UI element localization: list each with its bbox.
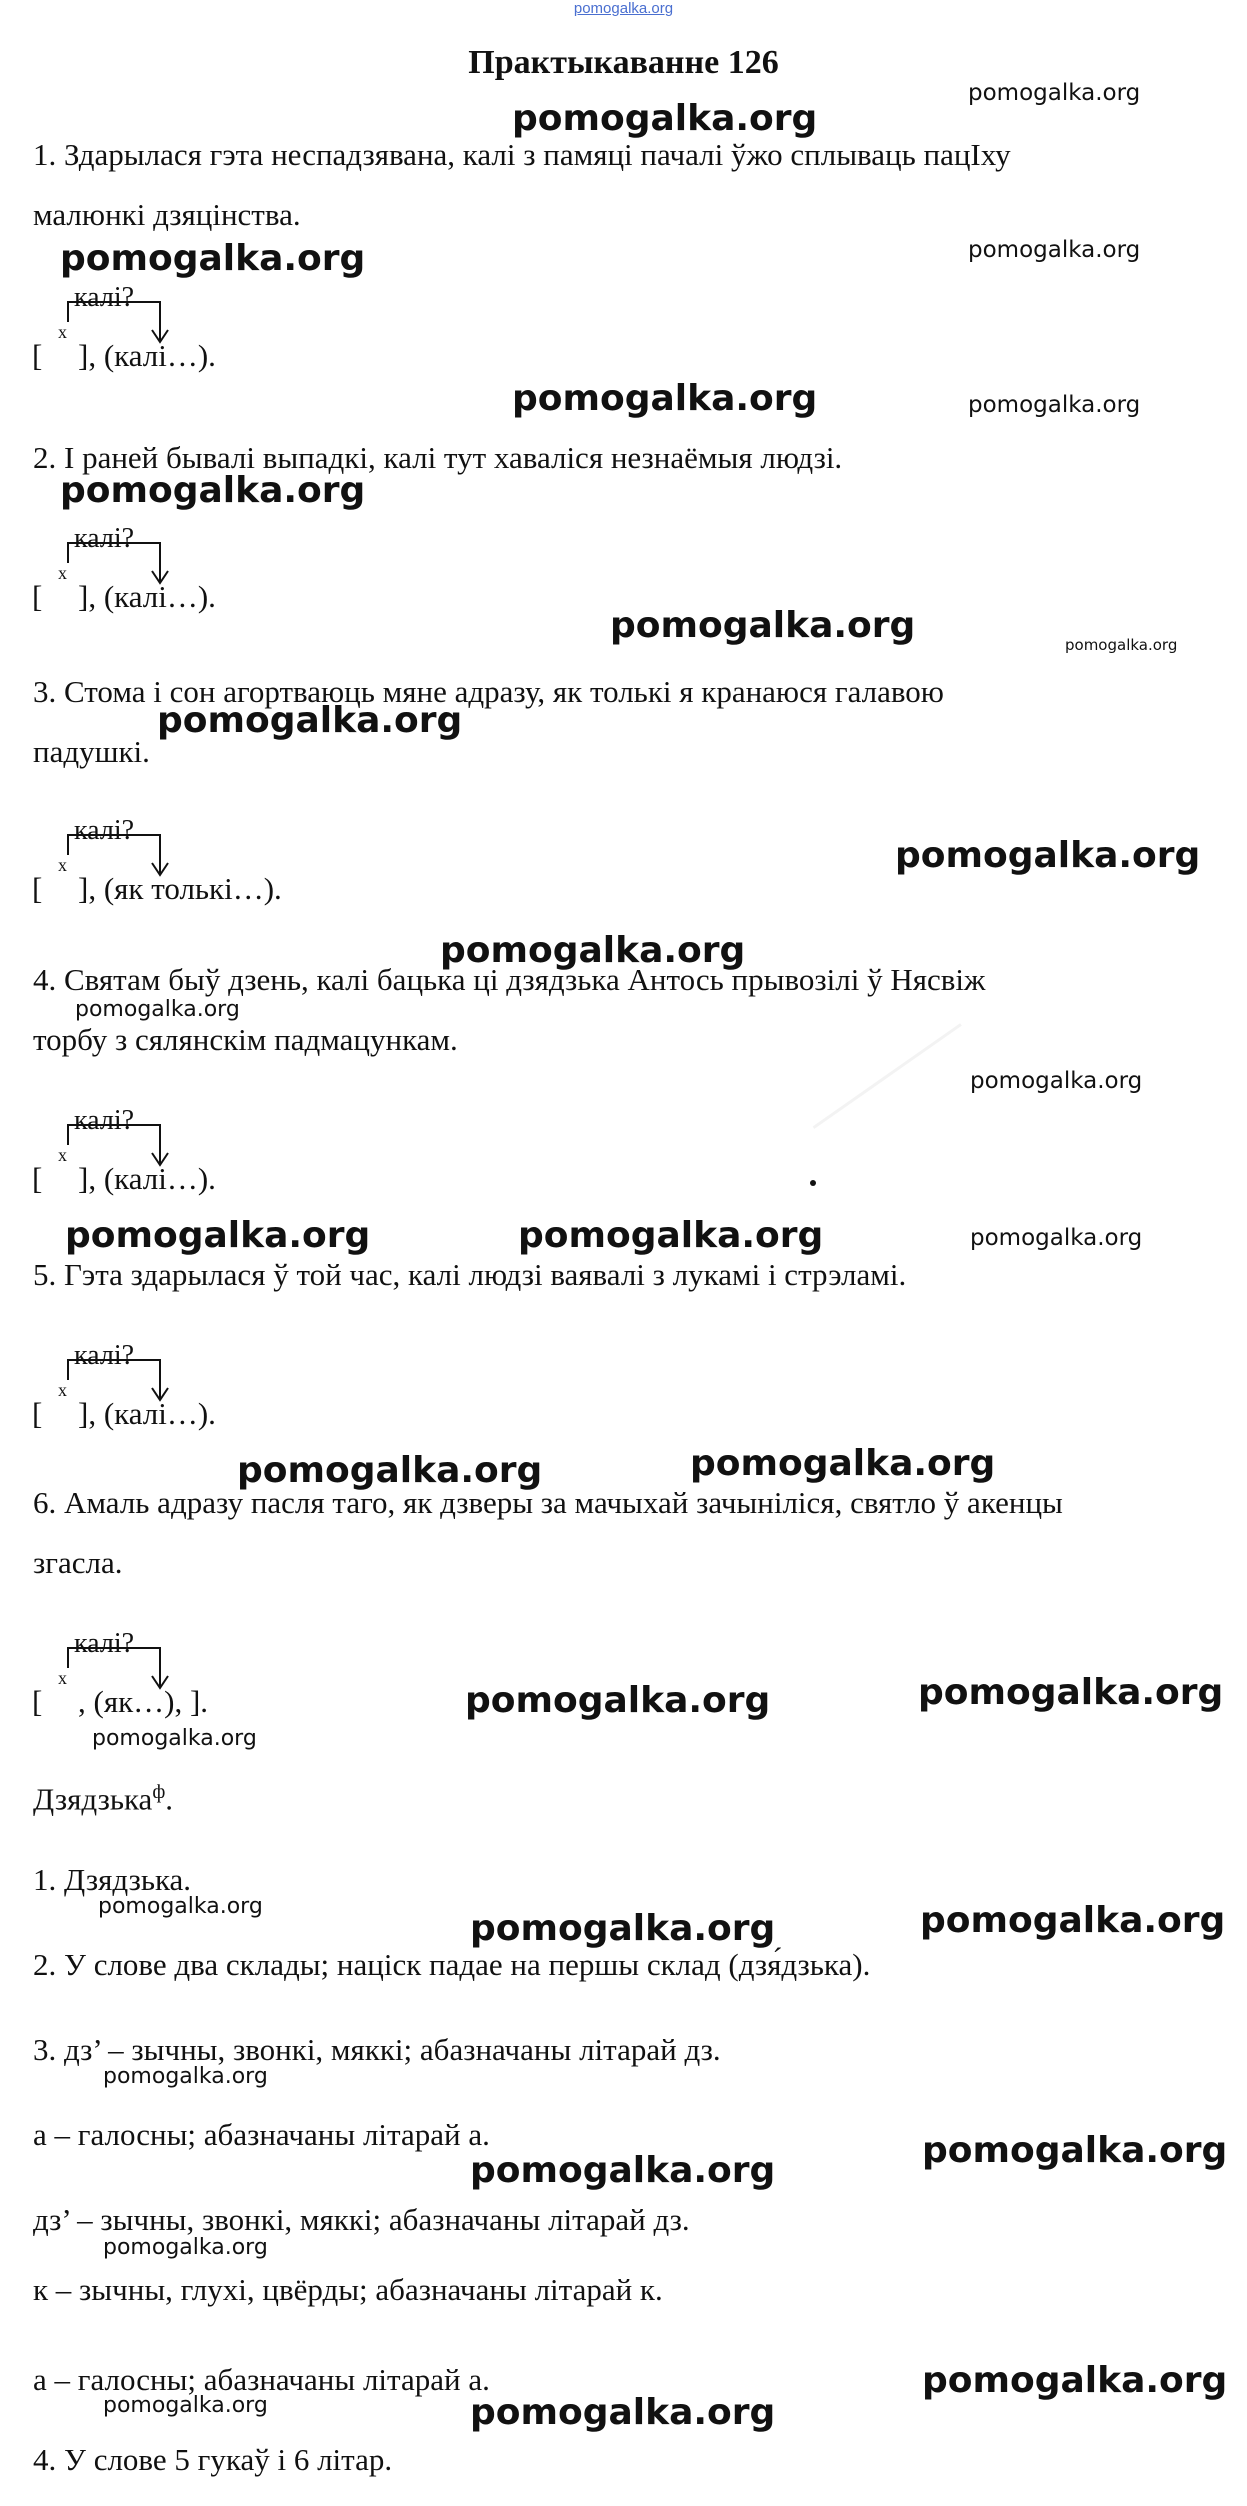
schema-open-bracket: [ (32, 579, 43, 614)
watermark: pomogalka.org (92, 1726, 257, 1751)
schema-open-bracket: [ (32, 338, 43, 373)
watermark: pomogalka.org (103, 2393, 268, 2418)
watermark: pomogalka.org (610, 605, 916, 646)
watermark: pomogalka.org (512, 98, 818, 139)
watermark: pomogalka.org (65, 1215, 371, 1256)
schema-tail: ], (калі…). (78, 338, 216, 373)
schema-tail: ], (калі…). (78, 1161, 216, 1196)
watermark: pomogalka.org (922, 2360, 1228, 2401)
sentence-4-line-2: торбу з сялянскім падмацункам. (33, 1022, 458, 1057)
watermark: pomogalka.org (968, 237, 1141, 263)
schema-1 (30, 282, 290, 372)
schema-predicate-mark: x (58, 322, 67, 342)
watermark: pomogalka.org (895, 835, 1201, 876)
schema-open-bracket: [ (32, 871, 43, 906)
watermark: pomogalka.org (518, 1215, 824, 1256)
watermark: pomogalka.org (470, 2150, 776, 2191)
watermark: pomogalka.org (98, 1894, 263, 1919)
schema-5 (30, 1340, 290, 1430)
watermark: pomogalka.org (968, 392, 1141, 418)
watermark: pomogalka.org (968, 80, 1141, 106)
schema-6 (30, 1628, 290, 1718)
schema-open-bracket: [ (32, 1161, 43, 1196)
watermark: pomogalka.org (103, 2235, 268, 2260)
schema-open-bracket: [ (32, 1684, 43, 1719)
sentence-1-line-1: 1. Здарылася гэта неспадзявана, калі з памяці пачалі ўжо сплываць пацІху (33, 137, 1011, 172)
schema-2 (30, 523, 290, 613)
schema-question: калі? (74, 815, 135, 846)
schema-predicate-mark: x (58, 1145, 67, 1165)
schema-predicate-mark: x (58, 855, 67, 875)
analysis-item-1: 1. Дзядзька. (33, 1862, 192, 1897)
schema-open-bracket: [ (32, 1396, 43, 1431)
sentence-1-line-2: малюнкі дзяцінства. (33, 197, 301, 232)
watermark: pomogalka.org (1065, 636, 1178, 654)
schema-question: калі? (74, 1628, 135, 1659)
schema-question: калі? (74, 523, 135, 554)
analysis-suffix: . (165, 1781, 174, 1817)
schema-question: калі? (74, 282, 135, 313)
analysis-item-2: 2. У слове два склады; націск падае на першы склад (дзя́дзька). (33, 1947, 871, 1982)
watermark: pomogalka.org (75, 997, 240, 1022)
schema-question: калі? (74, 1340, 135, 1371)
analysis-item-5: дз’ – зычны, звонкі, мяккі; абазначаны літарай дз. (33, 2202, 690, 2237)
page-title: Практыкаванне 126 (468, 44, 779, 81)
sentence-6-line-1: 6. Амаль адразу пасля таго, як дзверы за мачыхай зачыніліся, святло ў акенцы (33, 1485, 1063, 1520)
schema-tail: , (як…), ]. (78, 1684, 209, 1719)
schema-question: калі? (74, 1105, 135, 1136)
schema-tail: ], (калі…). (78, 1396, 216, 1431)
analysis-word: Дзядзька (33, 1781, 153, 1817)
phonetic-mark: ф (152, 1781, 166, 1803)
watermark: pomogalka.org (970, 1068, 1143, 1094)
analysis-item-8: 4. У слове 5 гукаў і 6 літар. (33, 2442, 393, 2477)
sentence-6-line-2: згасла. (33, 1545, 123, 1580)
sentence-3-line-2: падушкі. (33, 734, 150, 769)
schema-3 (30, 815, 290, 905)
watermark: pomogalka.org (922, 2130, 1228, 2171)
schema-tail: ], (калі…). (78, 579, 216, 614)
schema-4 (30, 1105, 290, 1195)
watermark: pomogalka.org (920, 1900, 1226, 1941)
watermark: pomogalka.org (970, 1225, 1143, 1251)
watermark: pomogalka.org (60, 238, 366, 279)
watermark: pomogalka.org (440, 930, 746, 971)
schema-predicate-mark: x (58, 1380, 67, 1400)
site-link[interactable]: pomogalka.org (573, 0, 674, 17)
sentence-4-line-1: 4. Святам быў дзень, калі бацька ці дзядзька Антось прывозілі ў Нясвіж (33, 962, 986, 997)
watermark: pomogalka.org (157, 700, 463, 741)
watermark: pomogalka.org (465, 1680, 771, 1721)
watermark: pomogalka.org (60, 470, 366, 511)
analysis-item-4: а – галосны; абазначаны літарай а. (33, 2117, 490, 2152)
analysis-item-7: а – галосны; абазначаны літарай а. (33, 2362, 490, 2397)
watermark: pomogalka.org (470, 1908, 776, 1949)
analysis-item-3: 3. дз’ – зычны, звонкі, мяккі; абазначаны літарай дз. (33, 2032, 721, 2067)
sentence-5-line-1: 5. Гэта здарылася ў той час, калі людзі ваявалі з лукамі і стрэламі. (33, 1257, 907, 1292)
schema-tail: ], (як толькі…). (78, 871, 282, 906)
analysis-heading (33, 1762, 173, 1829)
analysis-item-6: к – зычны, глухі, цвёрды; абазначаны літарай к. (33, 2272, 663, 2307)
sentence-2-line-1: 2. І раней бывалі выпадкі, калі тут хаваліся незнаёмыя людзі. (33, 440, 843, 475)
watermark: pomogalka.org (470, 2392, 776, 2433)
sentence-3-line-1: 3. Стома і сон агортваюць мяне адразу, як толькі я кранаюся галавою (33, 674, 944, 709)
watermark: pomogalka.org (918, 1672, 1224, 1713)
watermark: pomogalka.org (690, 1443, 996, 1484)
schema-predicate-mark: x (58, 1668, 67, 1688)
watermark: pomogalka.org (103, 2064, 268, 2089)
watermark: pomogalka.org (512, 378, 818, 419)
schema-predicate-mark: x (58, 563, 67, 583)
stray-dot (810, 1180, 816, 1186)
watermark: pomogalka.org (237, 1450, 543, 1491)
